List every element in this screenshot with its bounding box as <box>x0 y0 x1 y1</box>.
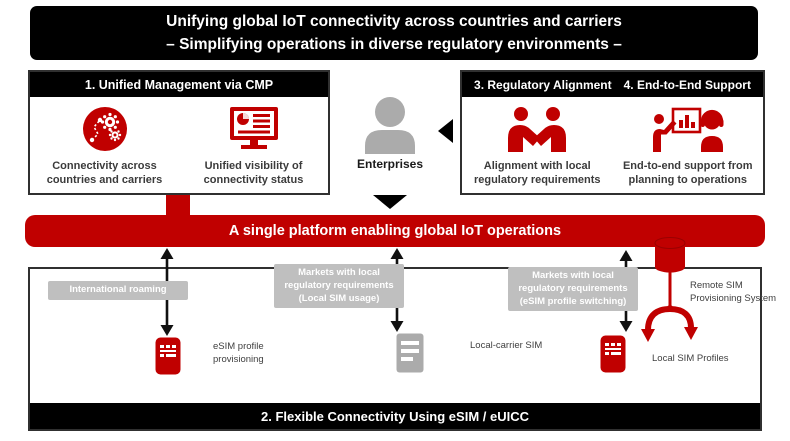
rsp-database-icon <box>654 237 686 273</box>
cmp-item-label: Unified visibility of connectivity status <box>203 160 304 187</box>
support-item-label: Alignment with local regulatory requirements <box>473 160 601 187</box>
support-item-label: End-to-end support from planning to operations <box>622 160 753 187</box>
end-to-end-support-header: 4. End-to-End Support <box>623 77 751 92</box>
dashboard-monitor-icon <box>228 104 280 154</box>
platform-bar: A single platform enabling global IoT operations <box>25 215 765 247</box>
connectivity-gears-icon <box>82 104 128 154</box>
scenario-tag: Markets with local regulatory requirements (Local SIM usage) <box>274 264 404 308</box>
cmp-item-label: Connectivity across countries and carriers <box>46 160 163 187</box>
scenario-caption: Local SIM Profiles <box>652 353 729 364</box>
cmp-box-body <box>30 97 328 188</box>
cmp-item-visibility <box>179 104 328 188</box>
enterprise-person-icon <box>359 96 421 154</box>
local-sim-card-icon <box>396 333 424 373</box>
regulatory-alignment-item <box>462 104 613 188</box>
regulatory-alignment-header: 3. Regulatory Alignment <box>474 77 612 92</box>
support-team-icon <box>651 104 725 154</box>
title-line-1: Unifying global IoT connectivity across countries and carriers <box>166 12 622 30</box>
scenario-tag: Markets with local regulatory requirements (eSIM profile switching) <box>508 267 638 311</box>
esim-card-icon <box>600 335 626 373</box>
arrow-down-icon <box>373 195 407 209</box>
support-box <box>460 70 765 195</box>
handshake-icon <box>506 104 568 154</box>
arrow-left-icon <box>438 119 453 143</box>
title-line-2: – Simplifying operations in diverse regulatory environments – <box>166 36 622 53</box>
end-to-end-support-item <box>613 104 764 188</box>
enterprises-label: Enterprises <box>356 157 424 171</box>
rsp-label: Remote SIM Provisioning System <box>690 280 777 304</box>
cmp-item-connectivity <box>30 104 179 188</box>
scenario-caption: eSIM profile provisioning <box>213 341 264 365</box>
esim-card-icon <box>155 337 181 375</box>
cmp-box-header: 1. Unified Management via CMP <box>30 72 328 97</box>
cmp-box <box>28 70 330 195</box>
esim-box-footer: 2. Flexible Connectivity Using eSIM / eUICC <box>30 403 760 429</box>
scenario-caption: Local-carrier SIM <box>470 340 543 351</box>
scenario-tag: International roaming <box>48 281 188 300</box>
support-box-body <box>462 97 763 188</box>
title-banner <box>30 6 758 60</box>
support-box-header <box>462 72 763 97</box>
